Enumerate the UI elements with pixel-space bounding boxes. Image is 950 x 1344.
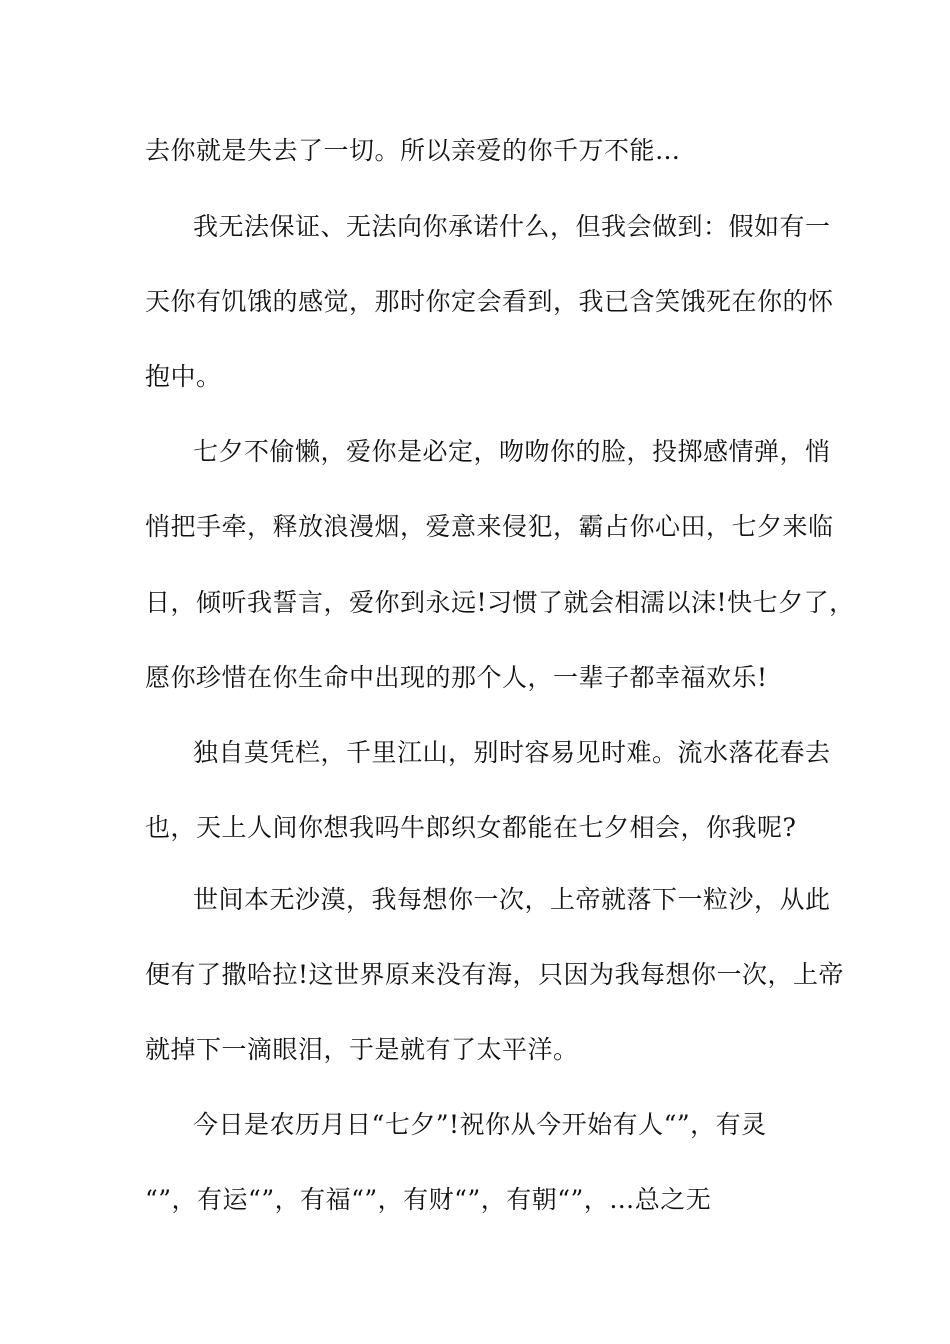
text-line: 愿你珍惜在你生命中出现的那个人，一辈子都幸福欢乐!: [145, 663, 768, 692]
text-line: 天你有饥饿的感觉，那时你定会看到，我已含笑饿死在你的怀: [145, 287, 834, 316]
text-line: 抱中。: [145, 362, 222, 391]
paragraph-first-line: 世间本无沙漠，我每想你一次，上帝就落下一粒沙，从此: [193, 885, 831, 914]
text-line: 去你就是失去了一切。所以亲爱的你千万不能…: [145, 136, 681, 165]
text-line: 悄把手牵，释放浪漫烟，爱意来侵犯，霸占你心田，七夕来临: [145, 512, 834, 541]
text-line: 也，天上人间你想我吗牛郎织女都能在七夕相会，你我呢?: [145, 813, 797, 842]
paragraph-first-line: 七夕不偷懒，爱你是必定，吻吻你的脸，投掷感情弹，悄: [193, 437, 831, 466]
text-line: “”，有运“”，有福“”，有财“”，有朝“”，…总之无: [145, 1185, 712, 1214]
paragraph-first-line: 独自莫凭栏，千里江山，别时容易见时难。流水落花春去: [193, 738, 831, 767]
text-line: 便有了撒哈拉!这世界原来没有海，只因为我每想你一次，上帝: [145, 960, 845, 989]
paragraph-first-line: 我无法保证、无法向你承诺什么，但我会做到：假如有一: [193, 212, 831, 241]
text-line: 就掉下一滴眼泪，于是就有了太平洋。: [145, 1035, 579, 1064]
text-line: 日，倾听我誓言，爱你到永远!习惯了就会相濡以沫!快七夕了，: [145, 588, 855, 617]
paragraph-first-line: 今日是农历月日“七夕”!祝你从今开始有人“”，有灵: [193, 1110, 767, 1139]
